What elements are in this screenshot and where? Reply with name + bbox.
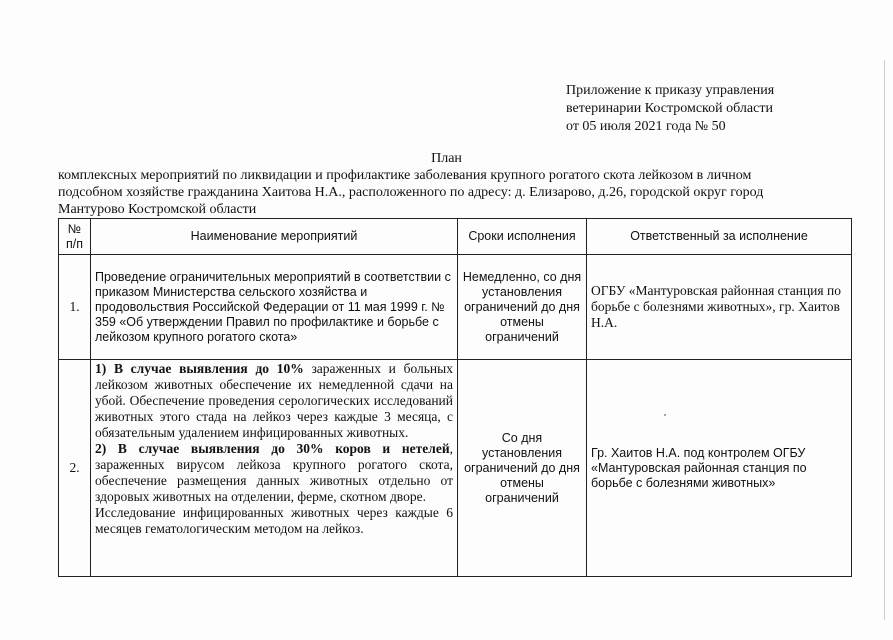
plan-title: План	[431, 151, 462, 166]
measure-paragraph-2	[95, 441, 453, 505]
header-num: № п/п	[59, 219, 91, 255]
table-row	[59, 255, 852, 360]
plan-description	[58, 167, 848, 218]
row-responsible: ОГБУ «Мантуровская районная станция по борьбе с болезнями животных», гр. Хаитов Н.А.	[587, 255, 852, 360]
plan-description-line-2: подсобном хозяйстве гражданина Хаитова Н.А., расположенного по адресу: д. Елизарово, д.26, городской округ город	[58, 185, 764, 200]
measures-table	[58, 218, 852, 577]
row-measure-name: Проведение ограничительных мероприятий в соответствии с приказом Министерства сельского хозяйства и продовольствия Российской Федерации от 11 мая 1999 г. № 359 «Об утверждении Правил по профилактике и борьбе с лейкозом крупного рогатого скота»	[91, 255, 458, 360]
row-responsible: Гр. Хаитов Н.А. под контролем ОГБУ «Мантуровская районная станция по борьбе с болезнями животных»	[587, 360, 852, 577]
row-number: 1.	[59, 255, 91, 360]
row-measure-name	[91, 360, 458, 577]
header-responsible: Ответственный за исполнение	[587, 219, 852, 255]
measure-paragraph-1	[95, 361, 453, 441]
measure-paragraph-3: Исследование инфицированных животных через каждые 6 месяцев гематологическим методом на лейкоз.	[95, 505, 453, 536]
appendix-line-3: от 05 июля 2021 года № 50	[566, 119, 726, 134]
table-row	[59, 360, 852, 577]
measure-paragraph-1-text: зараженных и больных лейкозом животных обеспечение их немедленной сдачи на убой. Обеспечение проведения серологических исследований животных этого стада на лейкоз через каждые 3 месяца, с обязательным удалением инфицированных животных.	[95, 361, 453, 440]
row-number: 2.	[59, 360, 91, 577]
scan-speck	[664, 414, 666, 416]
measure-paragraph-2-text: , зараженных вирусом лейкоза крупного рогатого скота, обеспечение размещения данных животных отдельно от здоровых животных на отделении, ферме, скотном дворе.	[95, 441, 453, 504]
appendix-line-1: Приложение к приказу управления	[566, 83, 775, 98]
appendix-header	[566, 82, 866, 136]
scan-edge-line	[884, 60, 885, 620]
row-term: Немедленно, со дня установления ограничений до дня отмены ограничений	[458, 255, 587, 360]
row-term: Со дня установления ограничений до дня отмены ограничений	[458, 360, 587, 577]
header-term: Сроки исполнения	[458, 219, 587, 255]
plan-description-line-1: комплексных мероприятий по ликвидации и профилактике заболевания крупного рогатого скота лейкозом в личном	[58, 168, 752, 183]
header-name: Наименование мероприятий	[91, 219, 458, 255]
table-header-row	[59, 219, 852, 255]
appendix-line-2: ветеринарии Костромской области	[566, 101, 773, 116]
measure-paragraph-2-bold: 2) В случае выявления до 30% коров и нетелей	[95, 441, 450, 456]
measure-paragraph-1-bold: 1) В случае выявления до 10%	[95, 361, 304, 376]
plan-description-line-3: Мантурово Костромской области	[58, 202, 257, 217]
